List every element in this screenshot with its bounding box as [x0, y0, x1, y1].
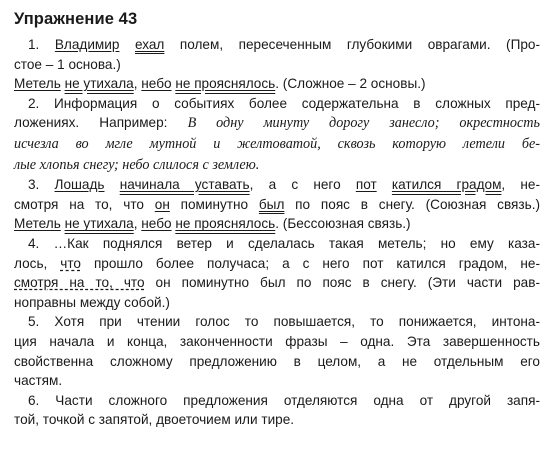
subject-underlined: небо	[141, 216, 172, 232]
text-line: 4. …Как поднялся ветер и сделалась такая метель; но ему каза-	[28, 235, 540, 251]
text-line: 5. Хотя при чтении голос то повышается, то понижается, интона-	[28, 314, 540, 330]
text-line: 6. Части сложного предложения отделяются одна от другой запя-	[28, 392, 540, 408]
predicate-underlined: не прояснялось	[175, 216, 276, 232]
text-line: ция начала и конца, законченности фразы – одна. Эта завершенность	[14, 333, 540, 349]
text-line: ноправны между собой.)	[14, 294, 170, 310]
predicate-underlined: не прояснялось	[175, 76, 276, 92]
subject-underlined: небо	[141, 76, 172, 92]
italic-example: В одну минуту дорогу занесло; окрестность	[187, 115, 540, 132]
exercise-title: Упражнение 43	[14, 10, 138, 28]
text-line: смотря на то, что он поминутно был по пояс в снегу. (Союзная связь.)	[14, 196, 541, 212]
subject-underlined: Метель	[14, 76, 61, 92]
predicate-underlined: начинала уставать	[119, 177, 250, 193]
text-line: 1. Владимир ехал полем, пересеченным глубокими оврагами. (Про-	[28, 37, 540, 52]
italic-example: лые хлопья снегу; небо слилося с землею.	[14, 156, 260, 173]
predicate-underlined: катился градом	[391, 177, 502, 193]
subject-underlined: Лошадь	[54, 177, 105, 193]
predicate-underlined: не утихала	[64, 76, 134, 92]
text-line: Метель не утихала, небо не прояснялось. (Сложное – 2 основы.)	[14, 76, 426, 92]
text-line: 3. Лошадь начинала уставать, а с него пот катился градом, не-	[28, 177, 540, 193]
subject-underlined: он	[154, 196, 170, 212]
item-number: 1.	[28, 37, 55, 52]
text-line	[14, 155, 540, 176]
text-line: той, точкой с запятой, двоеточием или тире.	[14, 412, 295, 428]
text-line: 2. Информация о событиях более содержательна в сложных пред-	[28, 95, 540, 111]
text-line: смотря на то, что он поминутно был по пояс в снегу. (Эти части рав-	[14, 275, 540, 291]
subject-underlined: пот	[355, 177, 377, 193]
predicate-underlined: был	[258, 196, 285, 212]
text-line: свойственна сложному предложению в целом, а не отдельным его	[14, 353, 540, 369]
conjunction-underlined: смотря на то, что	[14, 275, 145, 291]
subject-underlined: Владимир	[54, 37, 120, 52]
predicate-underlined: не утихала	[64, 216, 134, 232]
text-line	[14, 134, 540, 155]
text-line: лось, что прошло более получаса; а с него пот катился градом, не-	[14, 255, 540, 271]
predicate-underlined: ехал	[134, 37, 165, 52]
italic-example: исчезла во мгле мутной и желтоватой, сквозь которую летели бе-	[14, 135, 540, 152]
subject-underlined: Метель	[14, 216, 61, 232]
text-line: ложениях. Например: В одну минуту дорогу занесло; окрестность	[14, 115, 540, 132]
text-line: Метель не утихала, небо не прояснялось. (Бессоюзная связь.)	[14, 216, 411, 232]
text-line: частям.	[14, 373, 63, 389]
conjunction-underlined: что	[60, 255, 81, 271]
text-line: стое – 1 основа.)	[14, 56, 121, 72]
